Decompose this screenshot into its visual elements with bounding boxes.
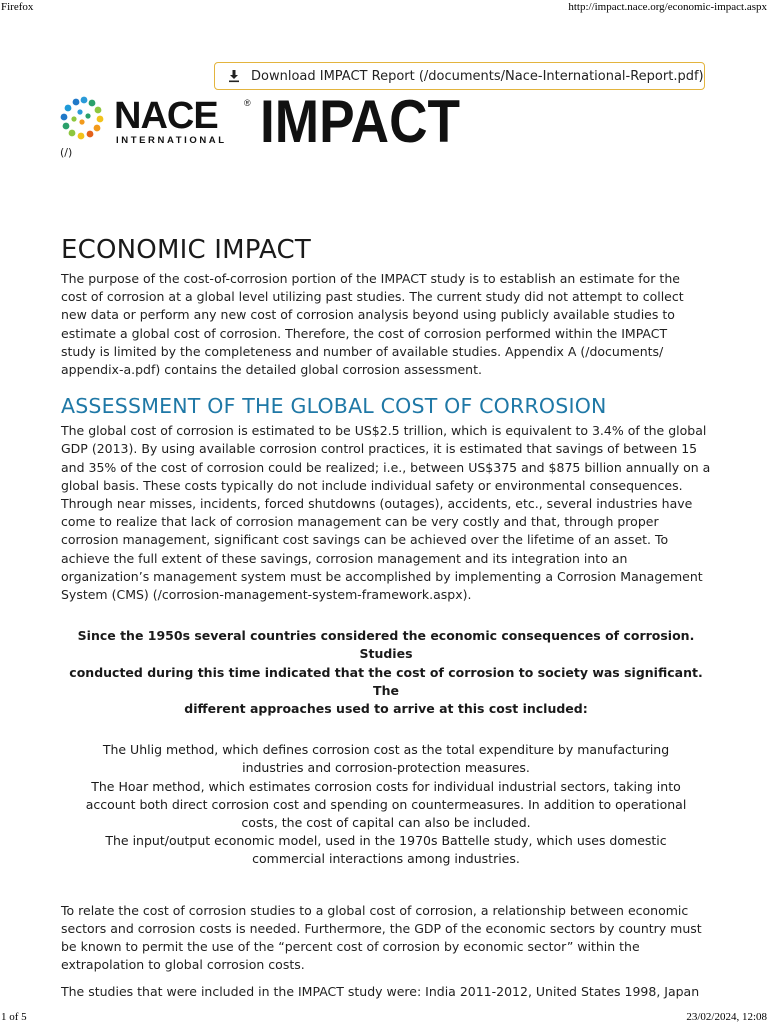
method-line: The Uhlig method, which defines corrosion cost as the total expenditure by manufacturing [102,742,670,758]
methods-list [61,741,711,868]
assessment-line: organization’s management system must be accomplished by implementing a Corrosion Management [61,568,703,584]
assessment-line: Through near misses, incidents, forced shutdowns (outages), accidents, etc., several industries have [61,496,693,512]
logo-product: IMPACT [260,92,460,148]
print-footer-datetime: 23/02/2024, 12:08 [686,1011,767,1023]
relation-paragraph [61,902,711,975]
method-line: The Hoar method, which estimates corrosion costs for individual industrial sectors, taking into [91,778,681,794]
intro-line: estimate a global cost of corrosion. Therefore, the cost of corrosion performed within the IMPACT [61,325,668,341]
approaches-line: conducted during this time indicated that the cost of corrosion to society was significant. The [69,664,703,698]
method-input-output [61,832,711,868]
relation-line: To relate the cost of corrosion studies to a global cost of corrosion, a relationship between economic [61,902,689,918]
method-line: The input/output economic model, used in the 1970s Battelle study, which uses domestic [105,833,667,849]
method-uhlig [61,741,711,777]
logo-brand-sub: INTERNATIONAL [116,135,227,146]
method-hoar [61,778,711,833]
assessment-line: The global cost of corrosion is estimated to be US$2.5 trillion, which is equivalent to 3.4% of the global [61,423,707,439]
nace-impact-logo[interactable] [60,92,465,148]
method-line: account both direct corrosion cost and spending on countermeasures. In addition to operational [85,796,687,812]
assessment-line: GDP (2013). By using available corrosion control practices, it is estimated that savings of between 15 [61,441,698,457]
download-report-button[interactable] [214,62,705,90]
intro-paragraph [61,270,711,379]
relation-line: extrapolation to global corrosion costs. [61,957,305,973]
appendix-link[interactable]: appendix-a.pdf) contains the detailed global corrosion assessment. [61,362,482,378]
download-icon [227,69,241,83]
intro-line: new data or perform any new cost of corrosion analysis beyond using publicly available studies to [61,307,675,323]
cms-framework-link[interactable]: System (CMS) (/corrosion-management-system-framework.aspx). [61,587,472,603]
assessment-line: achieve the full extent of these savings, corrosion management and its integration into an [61,550,628,566]
method-line: commercial interactions among industries. [252,851,520,867]
appendix-link[interactable]: study is limited by the completeness and number of available studies. Appendix A (/documents/ [61,343,664,359]
assessment-line: global basis. These costs typically do not include individual safety or environmental consequences. [61,477,683,493]
assessment-line: corrosion management, significant cost savings can be achieved over the lifetime of an asset. To [61,532,669,548]
assessment-paragraph [61,422,711,604]
nace-globe-icon [61,97,104,140]
approaches-line: different approaches used to arrive at this cost included: [184,701,588,717]
logo-registered: ® [244,98,251,108]
section-heading: ASSESSMENT OF THE GLOBAL COST OF CORROSION [61,394,607,419]
relation-line: be known to permit the use of the “percent cost of corrosion by economic sector” within the [61,939,640,955]
print-footer-page: 1 of 5 [1,1011,27,1023]
relation-line: sectors and corrosion costs is needed. Furthermore, the GDP of the economic sectors by country must [61,920,702,936]
approaches-intro [61,627,711,718]
method-line: industries and corrosion-protection measures. [242,760,530,776]
intro-line: cost of corrosion at a global level utilizing past studies. The current study did not attempt to collect [61,289,684,305]
intro-line: The purpose of the cost-of-corrosion portion of the IMPACT study is to establish an estimate for the [61,271,680,286]
main-content [61,232,711,1001]
logo-brand: NACE [114,95,218,137]
print-header-url: http://impact.nace.org/economic-impact.aspx [568,1,767,13]
assessment-line: come to realize that lack of corrosion management can be very costly and that, through proper [61,514,659,530]
logo-home-link[interactable]: (/) [60,146,73,159]
assessment-line: and 35% of the cost of corrosion could be realized; i.e., between US$375 and $875 billion annually on a [61,459,711,475]
download-report-label: Download IMPACT Report (/documents/Nace-International-Report.pdf) [251,68,704,84]
page-title: ECONOMIC IMPACT [61,235,311,265]
studies-paragraph: The studies that were included in the IMPACT study were: India 2011-2012, United States 1998, Japan [61,983,700,999]
method-line: costs, the cost of capital can also be included. [241,815,531,831]
approaches-line: Since the 1950s several countries considered the economic consequences of corrosion. Studies [77,628,695,662]
print-header-app: Firefox [1,1,34,13]
